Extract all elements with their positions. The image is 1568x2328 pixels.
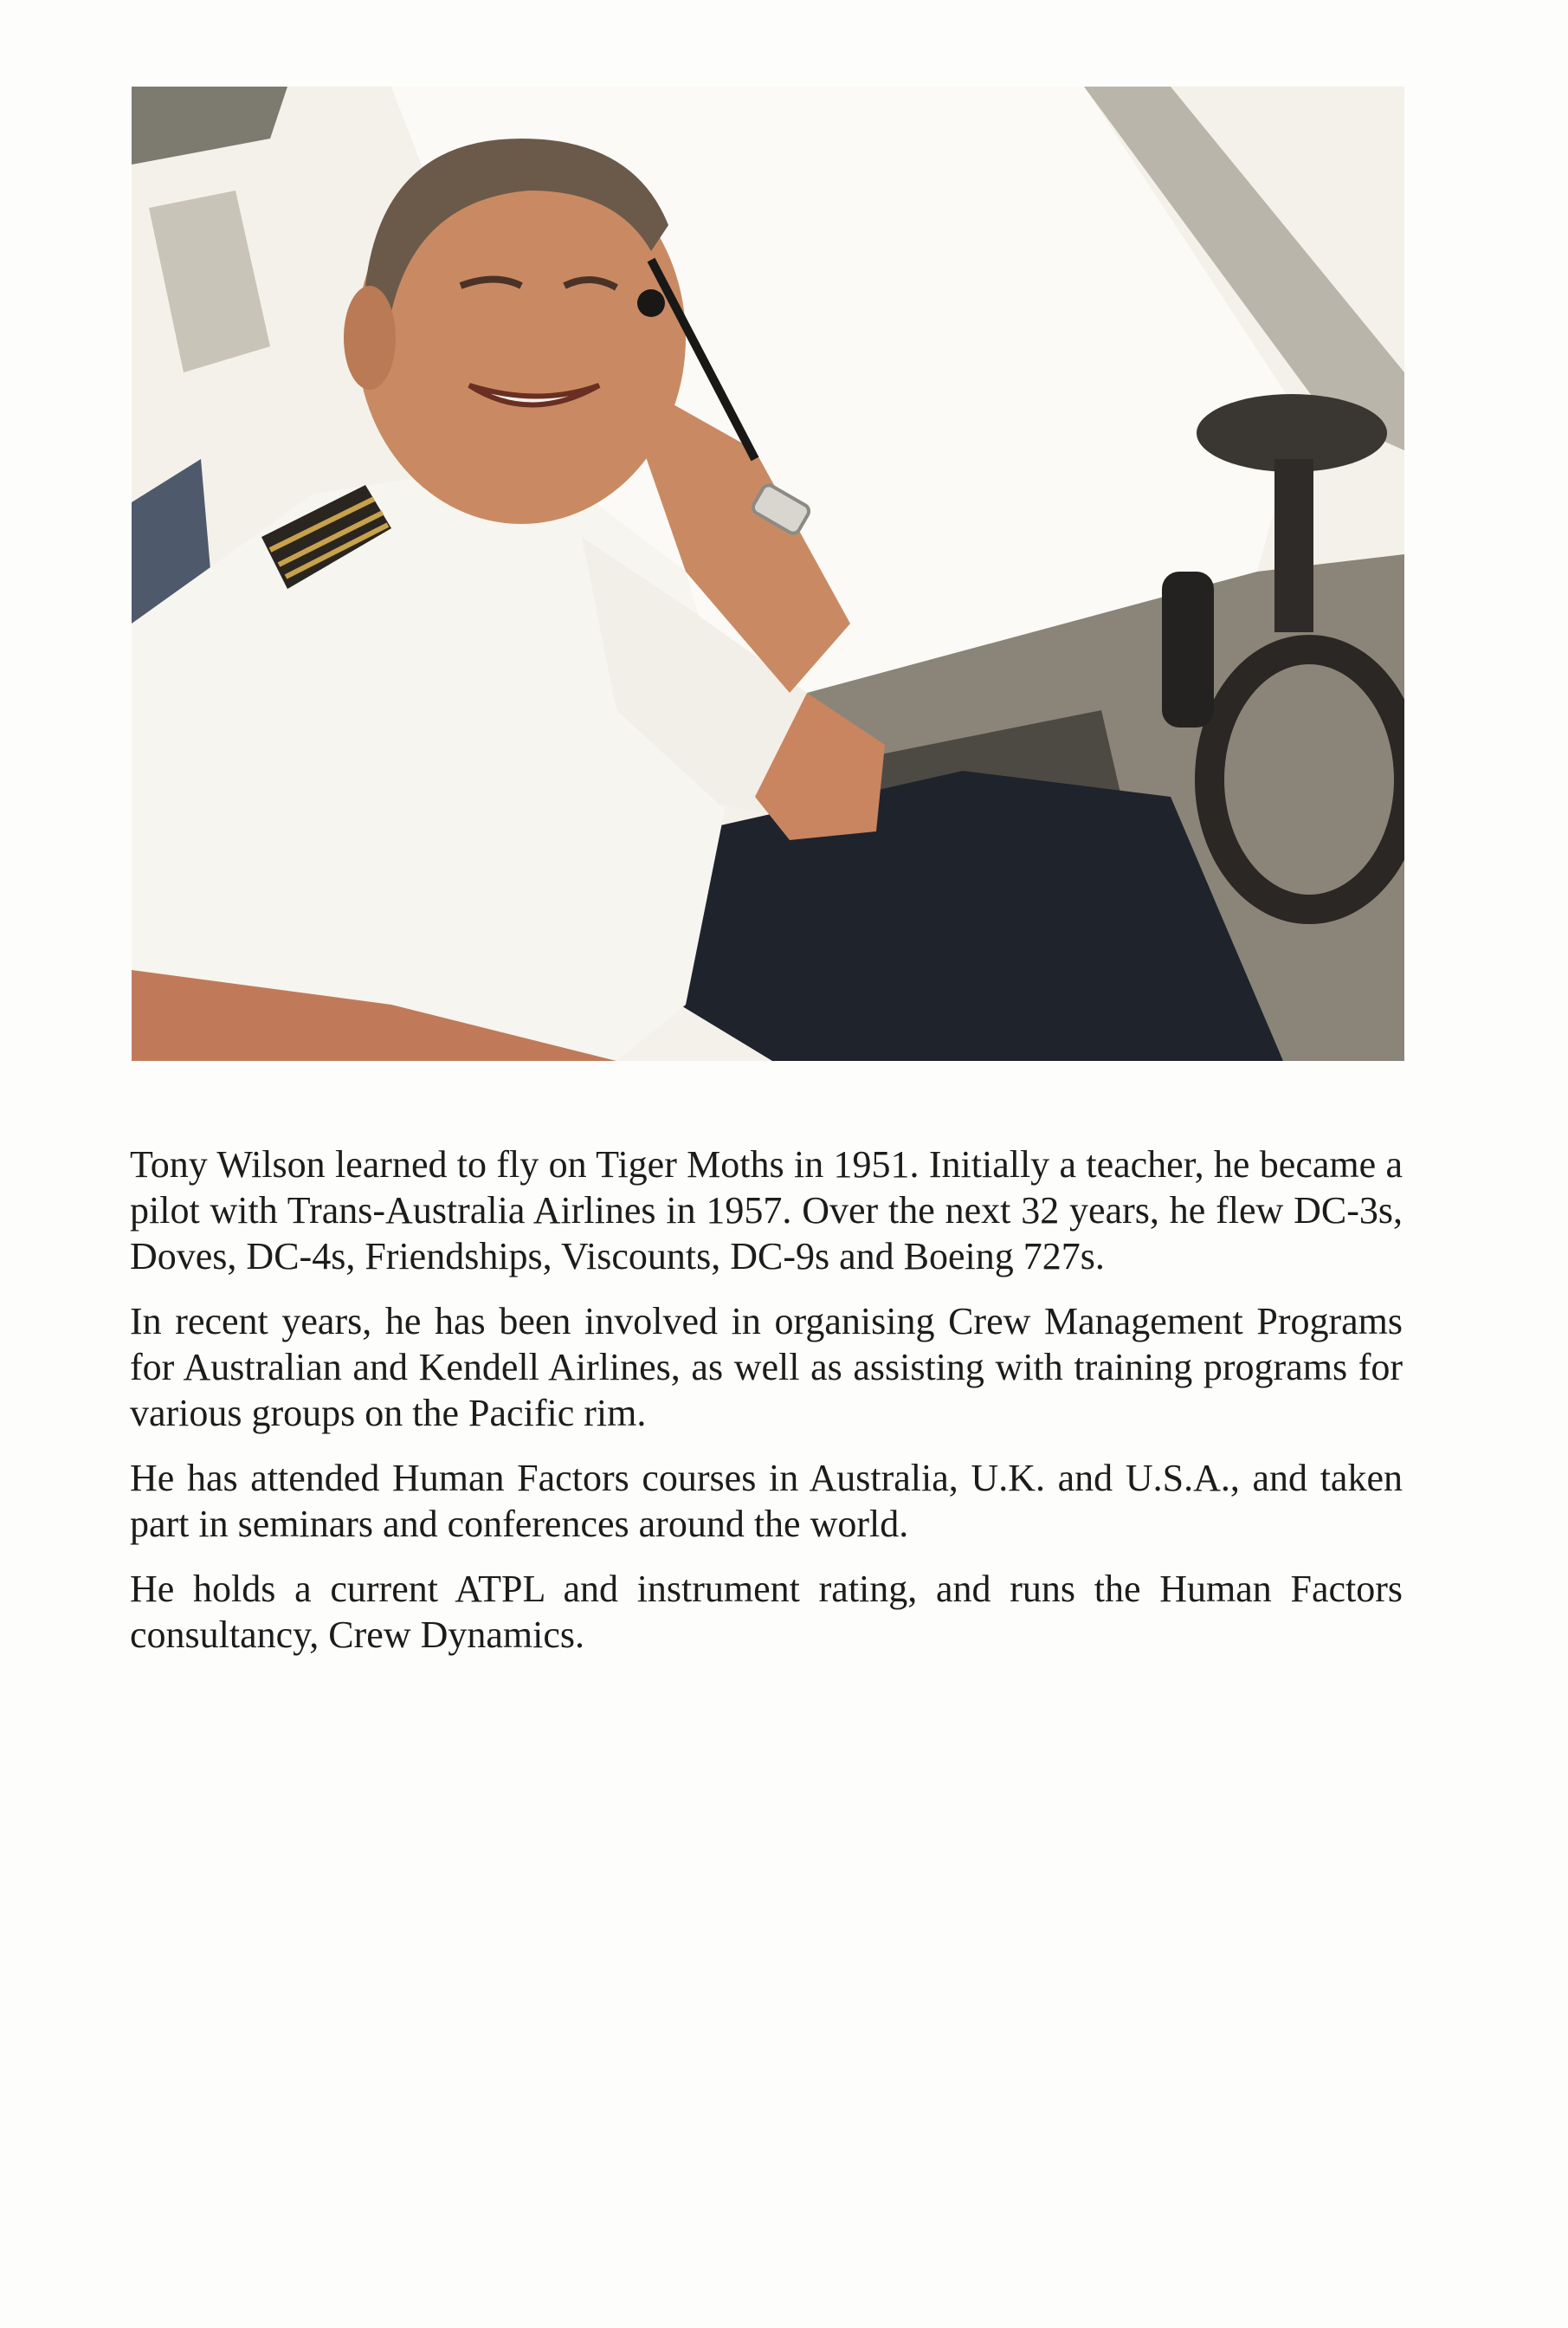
bio-paragraph: He holds a current ATPL and instrument rating, and runs the Human Factors consultancy, Crew Dynamics. [130,1568,1403,1656]
pilot-photo [132,87,1404,1061]
pilot-portrait-photo-icon [132,87,1404,1061]
bio-paragraph: Tony Wilson learned to fly on Tiger Moths in 1951. Initially a teacher, he became a pilot with Trans-Australia Airlines in 1957. Over the next 32 years, he flew DC-3s, Doves, DC-4s, Friendships, Viscounts, DC-9s and Boeing 727s. [130,1143,1403,1277]
bio-paragraph: In recent years, he has been involved in organising Crew Management Programs for Australian and Kendell Airlines, as well as assisting with training programs for various groups on the Pacific rim. [130,1300,1403,1434]
author-bio [130,1141,1403,1677]
bio-paragraph: He has attended Human Factors courses in Australia, U.K. and U.S.A., and taken part in seminars and conferences around the world. [130,1457,1403,1545]
